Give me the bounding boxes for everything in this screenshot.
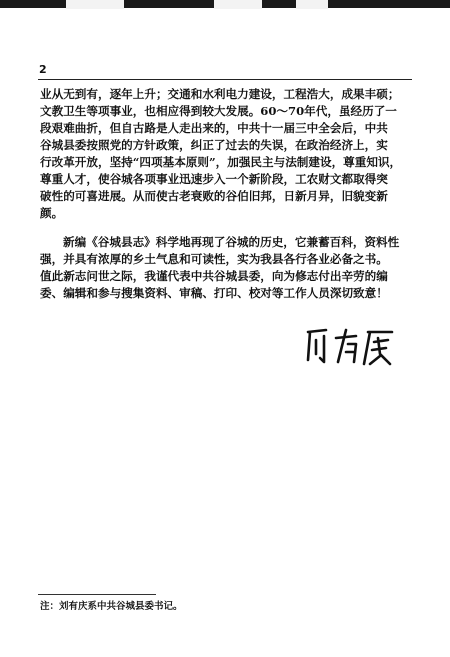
text-line: 段艰难曲折，但自古路是人走出来的，中共十一届三中全会后，中共 [40, 121, 388, 135]
text-line: 业从无到有，逐年上升；交通和水利电力建设，工程浩大，成果丰硕； [40, 87, 400, 101]
footnote: 注：刘有庆系中共谷城县委书记。 [40, 601, 183, 612]
text-line: 破性的可喜进展。从而使古老衰败的谷伯旧邦，日新月异，旧貌变新 [40, 189, 388, 203]
text-line: 值此新志问世之际，我谨代表中共谷城县委，向为修志付出辛劳的编 [40, 269, 388, 283]
footnote-rule [38, 594, 156, 595]
paragraph-continuation [40, 86, 412, 222]
text-line: 强，并具有浓厚的乡土气息和可读性，实为我县各行各业必备之书。 [40, 252, 388, 266]
page-number: 2 [39, 63, 47, 76]
text-line: 颜。 [40, 206, 64, 220]
handwritten-signature [302, 324, 396, 366]
text-line: 委、编辑和参与搜集资料、审稿、打印、校对等工作人员深切致意！ [40, 286, 388, 300]
body-text [40, 86, 412, 314]
text-line: 谷城县委按照党的方针政策，纠正了过去的失误，在政治经济上，实 [40, 138, 388, 152]
scan-edge-gap [296, 0, 328, 9]
text-line: 行改革开放，坚持“四项基本原则”，加强民主与法制建设，尊重知识， [40, 155, 402, 169]
paragraph-tribute [40, 234, 412, 302]
text-line: 新编《谷城县志》科学地再现了谷城的历史，它兼蓄百科，资料性 [63, 235, 400, 249]
text-line: 尊重人才，使谷城各项事业迅速步入一个新阶段，工农财文都取得突 [40, 172, 388, 186]
scan-edge-gap [214, 0, 262, 9]
text-line: 文教卫生等项事业，也相应得到较大发展。60～70年代，虽经历了一 [40, 104, 397, 118]
scan-edge-gap [66, 0, 124, 9]
header-rule [38, 79, 412, 80]
